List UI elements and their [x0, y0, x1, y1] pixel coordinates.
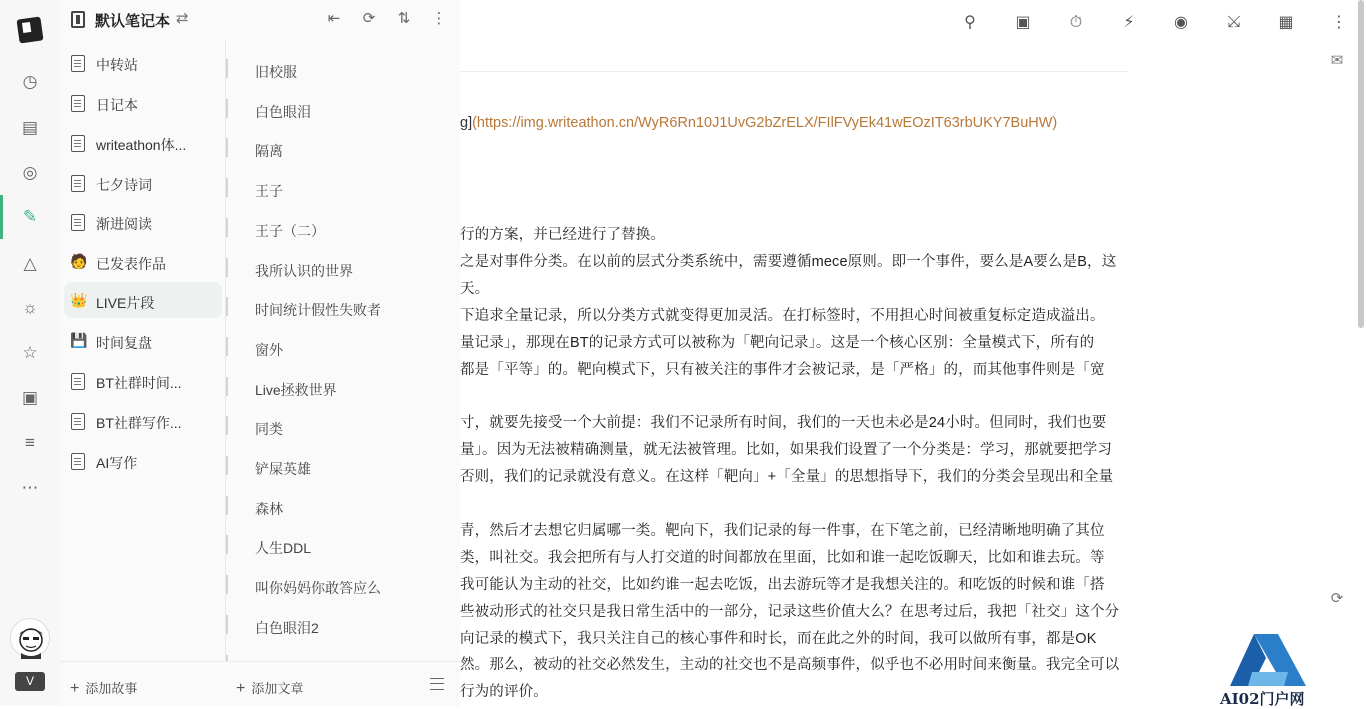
- story-item[interactable]: [64, 84, 222, 120]
- story-label: BT社群时间...: [96, 375, 182, 391]
- title-divider: [460, 71, 1128, 72]
- watermark-text: AI02门户网: [1220, 690, 1305, 708]
- article-label: 森林: [255, 500, 283, 517]
- more-vertical-icon[interactable]: ⋮: [431, 10, 447, 27]
- plus-icon: +: [70, 680, 80, 697]
- story-label: 渐进阅读: [96, 216, 152, 232]
- article-item[interactable]: [226, 167, 460, 203]
- article-marker: [226, 59, 228, 78]
- article-marker: [226, 615, 228, 634]
- add-story-label: 添加故事: [85, 681, 138, 696]
- article-label: 隔离: [255, 143, 283, 160]
- paragraph-line: 行的方案，并已经进行了替换。: [460, 227, 666, 243]
- lightbulb-icon[interactable]: ☼: [22, 298, 38, 317]
- share-icon[interactable]: ⤩: [1227, 14, 1241, 31]
- paragraph-line: 都是「平等」的。靶向模式下，只有被关注的事件才会被记录，是「严格」的，而其他事件则是「宽: [460, 361, 1105, 378]
- story-label: 七夕诗词: [96, 177, 152, 193]
- crown-emoji: 👑: [70, 292, 88, 308]
- more-dots-icon[interactable]: ⋯: [21, 478, 39, 497]
- app-rail: [0, 0, 60, 706]
- paragraph-line: 我可能认为主动的社交，比如约谁一起去吃饭，出去游玩等才是我想关注的。和吃饭的时候和谁「搭: [460, 576, 1105, 593]
- timer-icon[interactable]: ⏱: [1069, 14, 1083, 31]
- switch-notebook-icon[interactable]: ⇄: [176, 10, 189, 27]
- story-item[interactable]: [64, 282, 222, 318]
- plus-icon: +: [236, 680, 246, 697]
- layout-grid-icon[interactable]: ▦: [1278, 14, 1294, 31]
- paragraph-line: 否则，我们的记录就没有意义。在这样「靶向」+「全量」的思想指导下，我们的分类会呈现出和全量: [460, 469, 1114, 486]
- article-item[interactable]: [226, 564, 460, 600]
- paragraph-line: 青，然后才去想它归属哪一类。靶向下，我们记录的每一件事，在下笔之前，已经清晰地明确了其位: [460, 522, 1105, 539]
- writeathon-logo-icon[interactable]: [16, 16, 43, 43]
- sort-icon[interactable]: ⇅: [397, 10, 411, 27]
- article-marker: [226, 297, 228, 316]
- notebook-footer: [60, 661, 460, 706]
- story-label: AI写作: [96, 455, 138, 471]
- article-label: 白色眼泪: [255, 103, 311, 120]
- watermark-logo: [1218, 632, 1318, 706]
- comment-icon[interactable]: ✉: [1330, 52, 1344, 69]
- story-label: 日记本: [96, 97, 138, 113]
- paragraph-line: 然。那么，被动的社交必然发生，主动的社交也不是高频事件，似乎也不必用时间来衡量。我完全可以: [460, 657, 1120, 674]
- story-item[interactable]: [64, 322, 222, 358]
- editor-scrollbar[interactable]: [1358, 0, 1364, 328]
- add-article-button[interactable]: [236, 678, 303, 698]
- paragraph-line: 向记录的模式下，我只关注自己的核心事件和时长，而在此之外的时间，我可以做所有事，都是OK: [460, 630, 1097, 647]
- dashboard-gauge-icon[interactable]: ◷: [22, 72, 38, 91]
- paragraph-line: 下追求全量记录，所以分类方式就变得更加灵活。在打标签时，不用担心时间被重复标定造成溢出。: [460, 307, 1105, 324]
- notebook-icon: [71, 175, 85, 192]
- article-label: 我所认识的世界: [255, 262, 353, 279]
- story-item[interactable]: [64, 362, 222, 398]
- article-item[interactable]: [226, 405, 460, 441]
- paragraph-line: 些被动形式的社交只是我日常生活中的一部分，记录这些价值大么？在思考过后，我把「社交」这个分: [460, 603, 1120, 620]
- add-article-label: 添加文章: [251, 681, 304, 696]
- book-icon[interactable]: ▤: [21, 118, 39, 137]
- article-label: 旧校服: [255, 64, 297, 80]
- article-item[interactable]: [226, 326, 460, 362]
- search-icon[interactable]: ⚲: [964, 14, 976, 31]
- article-marker: [226, 138, 228, 157]
- article-marker: [226, 178, 228, 197]
- lightning-icon[interactable]: ⚡: [1123, 14, 1135, 31]
- story-item[interactable]: [64, 402, 222, 438]
- notebook-icon: [71, 413, 85, 430]
- article-item[interactable]: [226, 286, 460, 322]
- notebook-header: [60, 0, 460, 40]
- notebook-icon: [71, 453, 85, 470]
- editor-area: [460, 0, 1366, 706]
- article-label: 王子: [255, 183, 283, 200]
- article-label: 时间统计假性失败者: [255, 302, 381, 319]
- article-marker: [226, 535, 228, 554]
- robot-icon[interactable]: ▣: [1015, 14, 1031, 31]
- writer-emoji: 🧑: [70, 253, 88, 269]
- avatar[interactable]: [10, 618, 50, 658]
- active-indicator: [0, 195, 3, 239]
- link-url[interactable]: (https://img.writeathon.cn/WyR6Rn10J1UvG2bZrELX/FIlFVyEk41wEOzIT63rbUKY7BuHW): [472, 115, 1058, 131]
- download-box-icon[interactable]: ▣: [21, 388, 39, 407]
- article-label: 人生DDL: [255, 540, 312, 557]
- history-icon[interactable]: ⟳: [362, 10, 376, 27]
- radar-icon[interactable]: ◎: [22, 163, 38, 182]
- notebook-title[interactable]: 默认笔记本: [95, 13, 171, 30]
- article-label: 王子（二）: [255, 222, 325, 239]
- article-marker: [226, 337, 228, 356]
- article-item[interactable]: [226, 485, 460, 521]
- add-story-button[interactable]: [70, 678, 137, 698]
- story-label: 时间复盘: [96, 335, 152, 351]
- markdown-image-link[interactable]: [460, 115, 1057, 131]
- article-marker: [226, 575, 228, 594]
- article-item[interactable]: [226, 88, 460, 124]
- notebook-icon: [71, 214, 85, 231]
- story-item[interactable]: [64, 164, 222, 200]
- article-item[interactable]: [226, 366, 460, 402]
- story-item[interactable]: [64, 243, 222, 279]
- story-item[interactable]: [64, 203, 222, 239]
- floppy-emoji: 💾: [70, 332, 88, 348]
- story-list: [60, 40, 226, 660]
- sliders-icon[interactable]: ≡: [25, 433, 35, 452]
- notebook-panel: [60, 0, 460, 706]
- article-label: 白色眼泪2: [255, 619, 319, 636]
- notebook-icon: [71, 55, 85, 72]
- notebook-icon: [71, 373, 85, 390]
- collapse-panel-icon[interactable]: ⇤: [327, 10, 341, 27]
- story-label: 已发表作品: [96, 256, 166, 272]
- link-bracket: g]: [460, 115, 473, 131]
- article-label: 同类: [255, 421, 283, 438]
- article-marker: [226, 496, 228, 515]
- story-label: LIVE片段: [96, 295, 155, 311]
- paragraph-line: 行为的评价。: [460, 684, 548, 701]
- paragraph-line: 量」。因为无法被精确测量，就无法被管理。比如，如果我们设置了一个分类是：学习，那就要把学习: [460, 442, 1112, 459]
- article-marker: [226, 416, 228, 435]
- article-label: Live拯救世界: [255, 381, 337, 398]
- paragraph-line: 量记录」，那现在BT的记录方式可以被称为「靶向记录」。这是一个核心区别：全量模式下，所有的: [460, 334, 1095, 351]
- article-marker: [226, 377, 228, 396]
- version-badge[interactable]: V: [15, 672, 45, 691]
- article-label: 窗外: [255, 341, 283, 358]
- story-item[interactable]: [64, 442, 222, 478]
- story-item[interactable]: [64, 44, 222, 80]
- article-item[interactable]: [226, 247, 460, 283]
- avatar-illustration-icon: [11, 619, 51, 659]
- article-item[interactable]: [226, 445, 460, 481]
- story-label: 中转站: [96, 57, 138, 73]
- article-item[interactable]: [226, 48, 460, 84]
- article-item[interactable]: [226, 604, 460, 640]
- paragraph-line: 之是对事件分类。在以前的层式分类系统中，需要遵循mece原则。即一个事件，要么是A要么是B，这: [460, 253, 1117, 270]
- paragraph-line: 寸，就要先接受一个大前提：我们不记录所有时间，我们的一天也未必是24小时。但同时，我们也要: [460, 415, 1107, 432]
- article-item[interactable]: [226, 207, 460, 243]
- article-label: 叫你妈妈你敢答应么: [255, 580, 381, 597]
- paragraph-line: 类，叫社交。我会把所有与人打交道的时间都放在里面，比如和谁一起吃饭聊天，比如和谁去玩。等: [460, 549, 1105, 566]
- history-icon[interactable]: ⟳: [1330, 590, 1344, 607]
- trophy-icon[interactable]: ☆: [22, 343, 38, 362]
- notebook-icon: [71, 11, 85, 28]
- more-vertical-icon[interactable]: ⋮: [1331, 14, 1347, 31]
- paragraph-line: 天。: [460, 280, 490, 297]
- story-item[interactable]: [64, 124, 222, 160]
- notebook-icon: [71, 135, 85, 152]
- article-label: 铲屎英雄: [255, 461, 311, 477]
- article-item[interactable]: [226, 524, 460, 560]
- notebook-icon: [71, 95, 85, 112]
- article-list: [226, 40, 460, 660]
- article-marker: [226, 258, 228, 277]
- idea-icon[interactable]: ◉: [1174, 14, 1188, 31]
- watermark-triangle-icon: [1218, 632, 1318, 690]
- list-menu-icon[interactable]: [430, 678, 444, 690]
- article-marker: [226, 99, 228, 118]
- pen-icon[interactable]: ✎: [22, 207, 38, 226]
- article-item[interactable]: [226, 127, 460, 163]
- article-marker: [226, 456, 228, 475]
- article-marker: [226, 218, 228, 237]
- story-label: writeathon体...: [96, 137, 187, 153]
- network-icon[interactable]: △: [23, 254, 37, 273]
- story-label: BT社群写作...: [96, 415, 182, 431]
